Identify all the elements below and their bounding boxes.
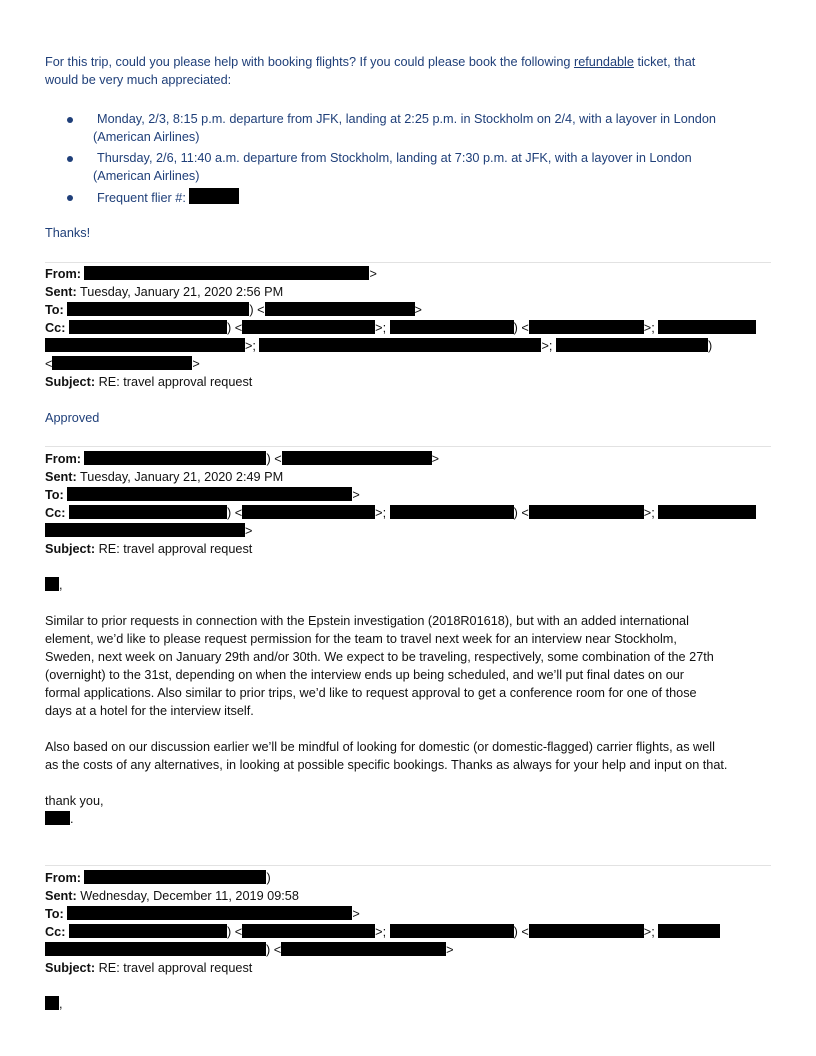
email3-subject-row (45, 959, 252, 977)
bullet-2-line-2: (American Airlines) (93, 169, 200, 183)
bullet-3 (97, 188, 239, 207)
thanks-text: Thanks! (45, 226, 91, 240)
intro-text: For this trip, could you please help with booking flights? If you could please book the following (45, 55, 574, 69)
email2-to-row: To: > (45, 488, 360, 502)
to-label: To: (45, 907, 64, 921)
from-label: From: (45, 871, 81, 885)
paragraph-line: days at a hotel for the interview itself. (45, 704, 254, 718)
redaction-block (265, 302, 415, 316)
redaction-block (282, 451, 432, 465)
email2-subject-row (45, 540, 252, 558)
redaction-block (242, 320, 375, 334)
closing: thank you, (45, 794, 104, 808)
redaction-block (390, 505, 514, 519)
paragraph-line: Also based on our discussion earlier we’ll be mindful of looking for domestic (or domestic-flagged) carrier flights, as well (45, 740, 715, 754)
paragraph-line: as the costs of any alternatives, in looking at possible specific bookings. Thanks as always for your help and input on that. (45, 758, 728, 772)
redaction-block (67, 906, 352, 920)
redaction-block (45, 996, 59, 1010)
redaction-block (658, 320, 756, 334)
redaction-block (281, 942, 446, 956)
redaction-block (529, 320, 644, 334)
redaction-block (45, 811, 70, 825)
redaction-block (390, 320, 514, 334)
email2-paragraph-1 (45, 612, 714, 720)
from-label: From: (45, 267, 81, 281)
bullet-1-line-1: Monday, 2/3, 8:15 p.m. departure from JFK, landing at 2:25 p.m. in Stockholm on 2/4, with a layover in London (97, 112, 716, 126)
sent-label: Sent: (45, 285, 77, 299)
divider (45, 262, 771, 263)
redaction-block (242, 505, 375, 519)
paragraph-line: Sweden, next week on January 29th and/or 30th. We expect to be traveling, respectively, some combination of the 27th (45, 650, 714, 664)
email3-cc-row-2: ) < > (45, 941, 454, 959)
email1-cc-row-3: < > (45, 357, 200, 371)
signature: . (45, 810, 74, 828)
bullet-1-line-2: (American Airlines) (93, 130, 200, 144)
redaction-block (529, 505, 644, 519)
sent-label: Sent: (45, 889, 77, 903)
redaction-block (45, 523, 245, 537)
redaction-block (658, 924, 720, 938)
paragraph-line: formal applications. Also similar to prior trips, we’d like to request approval to get a conference room for one of those (45, 686, 697, 700)
sent-value: Tuesday, January 21, 2020 2:49 PM (80, 470, 284, 484)
email3-from-row: From: ) (45, 871, 271, 885)
email2-sent-row (45, 468, 283, 486)
redaction-block (84, 451, 266, 465)
sent-label: Sent: (45, 470, 77, 484)
greeting: , (45, 995, 63, 1013)
divider (45, 446, 771, 447)
email1-cc-row-1: Cc: ) < >; ) < >; (45, 319, 756, 337)
sent-value: Wednesday, December 11, 2019 09:58 (80, 889, 299, 903)
to-label: To: (45, 303, 64, 317)
redaction-block (390, 924, 514, 938)
subject-label: Subject: (45, 961, 96, 975)
email1-to-row: To: ) < > (45, 303, 422, 317)
bullet-2-line-1: Thursday, 2/6, 11:40 a.m. departure from Stockholm, landing at 7:30 p.m. at JFK, with a layover in London (97, 151, 692, 165)
cc-label: Cc: (45, 506, 66, 520)
bullet-dot (67, 117, 73, 123)
email1-subject-row (45, 373, 252, 391)
paragraph-line: Similar to prior requests in connection with the Epstein investigation (2018R01618), but with an added international (45, 614, 689, 628)
redaction-block (45, 338, 245, 352)
redaction-block (84, 870, 266, 884)
intro-line-1 (45, 53, 695, 71)
redaction-block (45, 942, 266, 956)
refundable-word: refundable (573, 55, 634, 69)
email3-cc-row-1: Cc: ) < >; ) < >; (45, 923, 720, 941)
paragraph-line: element, we’d like to please request permission for the team to travel next week for an interview near Stockholm, (45, 632, 677, 646)
greeting: , (45, 576, 63, 594)
redaction-block (529, 924, 644, 938)
subject-value: RE: travel approval request (98, 375, 253, 389)
email2-cc-row-1: Cc: ) < >; ) < >; (45, 504, 756, 522)
bullet-dot (67, 156, 73, 162)
email1-sent-row (45, 283, 283, 301)
redaction-block (556, 338, 708, 352)
subject-label: Subject: (45, 375, 96, 389)
email1-body: Approved (45, 411, 100, 425)
redaction-block (259, 338, 541, 352)
subject-value: RE: travel approval request (98, 542, 253, 556)
cc-label: Cc: (45, 925, 66, 939)
from-label: From: (45, 452, 81, 466)
redaction-block (242, 924, 375, 938)
subject-label: Subject: (45, 542, 96, 556)
redaction-block (45, 577, 59, 591)
redaction-block (69, 320, 227, 334)
redaction-block (84, 266, 369, 280)
email1-from-row: From: > (45, 267, 377, 281)
divider (45, 865, 771, 866)
bullet-dot (67, 195, 73, 201)
email3-sent-row (45, 887, 299, 905)
redaction-block (67, 487, 352, 501)
frequent-flier-label: Frequent flier #: (97, 191, 186, 205)
email3-to-row: To: > (45, 907, 360, 921)
to-label: To: (45, 488, 64, 502)
cc-label: Cc: (45, 321, 66, 335)
redaction-block (69, 505, 227, 519)
email2-cc-row-2: > (45, 522, 252, 540)
intro-text-end: ticket, that (633, 55, 696, 69)
redaction-block (658, 505, 756, 519)
paragraph-line: (overnight) to the 31st, depending on when the interview ends up being scheduled, and we’ll put final dates on our (45, 668, 685, 682)
sent-value: Tuesday, January 21, 2020 2:56 PM (80, 285, 284, 299)
subject-value: RE: travel approval request (98, 961, 253, 975)
intro-line-2: would be very much appreciated: (45, 73, 232, 87)
email1-cc-row-2: >; >; ) (45, 337, 712, 355)
redaction-block (189, 188, 239, 204)
redaction-block (69, 924, 227, 938)
email2-paragraph-2 (45, 738, 727, 774)
redaction-block (52, 356, 192, 370)
email2-from-row: From: ) < > (45, 452, 440, 466)
redaction-block (67, 302, 249, 316)
